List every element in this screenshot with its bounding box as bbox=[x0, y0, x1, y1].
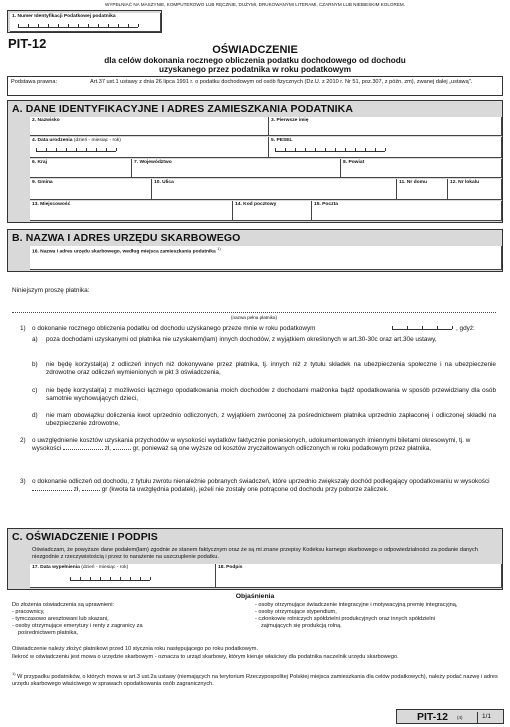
item-1-number: 1) bbox=[20, 325, 26, 332]
list-item: pośrednictwem płatnika, bbox=[18, 629, 79, 636]
item-2-number: 2) bbox=[20, 437, 26, 444]
refund-amount-gr-field[interactable] bbox=[82, 490, 100, 491]
list-item: - osoby otrzymujące emerytury i renty z zagranicy za bbox=[12, 622, 143, 629]
item-1-tail: , gdyż: bbox=[456, 325, 475, 332]
form-subtitle-1: dla celów dokonania rocznego obliczenia podatku dochodowego od dochodu bbox=[104, 56, 406, 65]
sub-item-b-text: nie będę korzystał(a) z odliczeń innych niż dokonywane przez płatnika, tj. innych niż z tytułu składek na ubezpieczenia społeczne i na ubezpieczenie zdrowotne oraz odliczeń wymienionych w pkt 3 oświadczenia, bbox=[46, 361, 496, 377]
request-text: Niniejszym proszę płatnika: bbox=[12, 287, 90, 294]
list-item: zajmujących się produkcją rolną. bbox=[261, 622, 342, 629]
sub-item-a-number: a) bbox=[32, 336, 38, 343]
footer-box bbox=[396, 709, 504, 724]
item-2-body bbox=[32, 437, 496, 454]
declaration-text: Oświadczam, że powyższe dane podałem(łam) zgodnie ze stanem faktycznym oraz że są mi znane przepisy Kodeksu karnego skarbowego o odpowiedzialności za podanie danych niezgodnie z rzeczywistością i przez to narażenie na uszczuplenie podatku. bbox=[32, 547, 478, 560]
nip-section bbox=[7, 10, 162, 33]
pesel-combs bbox=[275, 149, 385, 152]
tax-year-combs[interactable] bbox=[392, 327, 452, 330]
footnote-mark: 1) bbox=[12, 671, 16, 676]
house-number-field[interactable]: 11. Nr domu bbox=[397, 179, 448, 200]
tax-office-field[interactable]: 16. Nazwa i adres urzędu skarbowego, według miejsca zamieszkania podatnika $^{1)}$ bbox=[30, 246, 502, 270]
list-item: - osoby otrzymujące stypendium, bbox=[255, 608, 337, 615]
item-2-text: o uwzględnienie kosztów uzyskania przychodów w wysokości wydatków faktycznie poniesionych, udokumentowanych imiennymi biletami okresowymi, tj. w wysokości bbox=[32, 437, 471, 453]
sub-item-d-number: d) bbox=[32, 412, 38, 419]
section-c-header: C. OŚWIADCZENIE I PODPIS bbox=[7, 528, 503, 546]
sub-item-c-text: nie będę korzystał(a) z możliwości łącznego opodatkowania moich dochodów z dochodami małżonka bądź opodatkowania w sposób przewidziany dla osób samotnie wychowujących dzieci, bbox=[46, 387, 496, 403]
payer-caption: (nazwa pełna płatnika) bbox=[231, 315, 277, 320]
first-name-field[interactable]: 3. Pierwsze imię bbox=[269, 117, 502, 136]
list-item: - osoby otrzymujące świadczenie integracyjne i motywacyjną premię integracyjną, bbox=[255, 602, 458, 608]
commune-field[interactable]: 9. Gmina bbox=[30, 179, 152, 200]
item-2-tail: gr, ponieważ są one wyższe od kosztów zryczałtowanych odliczonych w roku podatkowym przez płatnika, bbox=[132, 445, 432, 453]
section-b-body bbox=[7, 245, 503, 272]
street-field[interactable]: 10. Ulica bbox=[152, 179, 397, 200]
nip-combs bbox=[18, 25, 138, 28]
sub-item-a-text: poza dochodami uzyskanymi od płatnika nie uzyskałem(łam) innych dochodów, z wyjątkiem określonych w art.30-30c oraz art.30e ustawy, bbox=[46, 336, 437, 343]
entitled-label: Do złożenia oświadczenia są uprawnieni: bbox=[12, 602, 114, 608]
nip-label: 1. Numer Identyfikacji Podatkowej podatnika bbox=[12, 14, 116, 19]
post-office-field[interactable]: 15. Poczta bbox=[312, 201, 502, 221]
signature-field[interactable]: 18. Podpis bbox=[216, 564, 502, 588]
explanations-title: Objaśnienia bbox=[235, 593, 275, 600]
section-a-body bbox=[7, 116, 503, 223]
form-subtitle-2: uzyskanego przez podatnika w roku podatkowym bbox=[159, 65, 351, 74]
footer-divider bbox=[477, 712, 478, 723]
entitled-list-right bbox=[255, 602, 505, 630]
section-c-body bbox=[7, 544, 503, 590]
voivodeship-field[interactable]: 7. Województwo bbox=[132, 159, 341, 178]
refund-amount-zl-field[interactable] bbox=[32, 490, 72, 491]
surname-field[interactable]: 2. Nazwisko bbox=[30, 117, 269, 136]
commute-cost-gr-field[interactable] bbox=[113, 449, 131, 450]
nip-field[interactable] bbox=[10, 13, 161, 32]
instructions-note: WYPEŁNIAĆ NA MASZYNIE, KOMPUTEROWO LUB RĘCZNIE, DUŻYMI, DRUKOWANYMI LITERAMI, CZARNYM LUB NIEBIESKIM KOLOREM. bbox=[105, 2, 405, 7]
list-item: - pracownicy, bbox=[12, 609, 45, 615]
apartment-number-field[interactable]: 12. Nr lokalu bbox=[448, 179, 502, 200]
item-1-text: o dokonanie rocznego obliczenia podatku od dochodu uzyskanego przeze mnie w roku podatkowym bbox=[32, 325, 316, 332]
form-code: PIT-12 bbox=[8, 36, 47, 51]
country-field[interactable]: 6. Kraj bbox=[30, 159, 132, 178]
section-b-header: B. NAZWA I ADRES URZĘDU SKARBOWEGO bbox=[7, 229, 503, 247]
section-a-header: A. DANE IDENTYFIKACYJNE I ADRES ZAMIESZKANIA PODATNIKA bbox=[7, 100, 503, 118]
footer-form-code: PIT-12 bbox=[417, 711, 448, 723]
footer-version: (4) bbox=[457, 715, 463, 720]
form-title: OŚWIADCZENIE bbox=[212, 44, 298, 56]
entitled-list-left bbox=[12, 609, 232, 637]
list-item: - członkowie rolniczych spółdzielni produkcyjnych oraz innych spółdzielni bbox=[255, 615, 436, 622]
footnote-text: W przypadku podatników, o których mowa w art.3 ust.2a ustawy (niemających na terytorium Rzeczypospolitej Polskiej miejsca zamieszkania dla celów podatkowych), należy podać nazwę i adres urzędu skarbowego właściwego w sprawach opodatkowania osób zagranicznych. bbox=[12, 673, 498, 687]
item-3-text: o dokonanie odliczeń od dochodu, z tytułu zwrotu nienależnie pobranych świadczeń, które uprzednio zwiększały dochód podlegający opodatkowaniu w wysokości bbox=[32, 478, 490, 485]
payer-name-line[interactable] bbox=[12, 312, 496, 313]
sub-item-c-number: c) bbox=[32, 387, 38, 394]
item-3-body bbox=[32, 478, 496, 495]
sub-item-b-number: b) bbox=[32, 361, 38, 368]
city-field[interactable]: 13. Miejscowość bbox=[30, 201, 233, 221]
deadline-note: Oświadczenie należy złożyć płatnikowi przed 10 stycznia roku następującego po roku podatkowym. bbox=[12, 646, 258, 652]
birth-date-combs bbox=[36, 149, 116, 152]
postal-code-field[interactable]: 14. Kod pocztowy bbox=[233, 201, 312, 221]
birth-date-field[interactable]: 4. Data urodzenia (dzień - miesiąc - rok) bbox=[30, 137, 269, 158]
fill-date-combs bbox=[70, 578, 150, 581]
item-3-tail: gr (kwota ta uwzględnia podatek), jeżeli nie zostały one potrącone od dochodu przy poborze zaliczek. bbox=[101, 486, 389, 494]
legal-basis-label: Podstawa prawna: bbox=[11, 79, 58, 85]
county-field[interactable]: 8. Powiat bbox=[341, 159, 502, 178]
commute-cost-zl-field[interactable] bbox=[63, 449, 103, 450]
item-2-zl: zł, bbox=[104, 445, 112, 453]
sub-item-d-text: nie mam obowiązku doliczenia kwot uprzednio odliczonych, z wyjątkiem zwróconej za pośrednictwem płatnika uprzednio zapłaconej i odliczonej składki na ubezpieczenie zdrowotne, bbox=[46, 412, 496, 428]
legal-basis bbox=[7, 76, 503, 96]
fill-date-field[interactable]: 17. Data wypełnienia (dzień - miesiąc - rok) bbox=[30, 564, 216, 588]
pesel-field[interactable]: 5. PESEL bbox=[269, 137, 502, 158]
item-3-zl: zł, bbox=[73, 486, 81, 494]
item-3-number: 3) bbox=[20, 478, 26, 485]
footer-page: 1/1 bbox=[482, 713, 492, 720]
list-item: - tymczasowo aresztowani lub skazani, bbox=[12, 615, 109, 622]
tax-office-note: Ilekroć w oświadczeniu jest mowa o urzędzie skarbowym - oznacza to urząd skarbowy, którym kieruje właściwy dla podatnika naczelnik urzędu skarbowego. bbox=[12, 654, 399, 660]
footnote bbox=[12, 671, 502, 688]
legal-basis-text: Art.37 ust.1 ustawy z dnia 26 lipca 1991 r. o podatku dochodowym od osób fizycznych (Dz.U. z 2010 r. Nr 51, poz.307, z późn. zm), zwanej dalej „ustawą". bbox=[90, 79, 473, 85]
